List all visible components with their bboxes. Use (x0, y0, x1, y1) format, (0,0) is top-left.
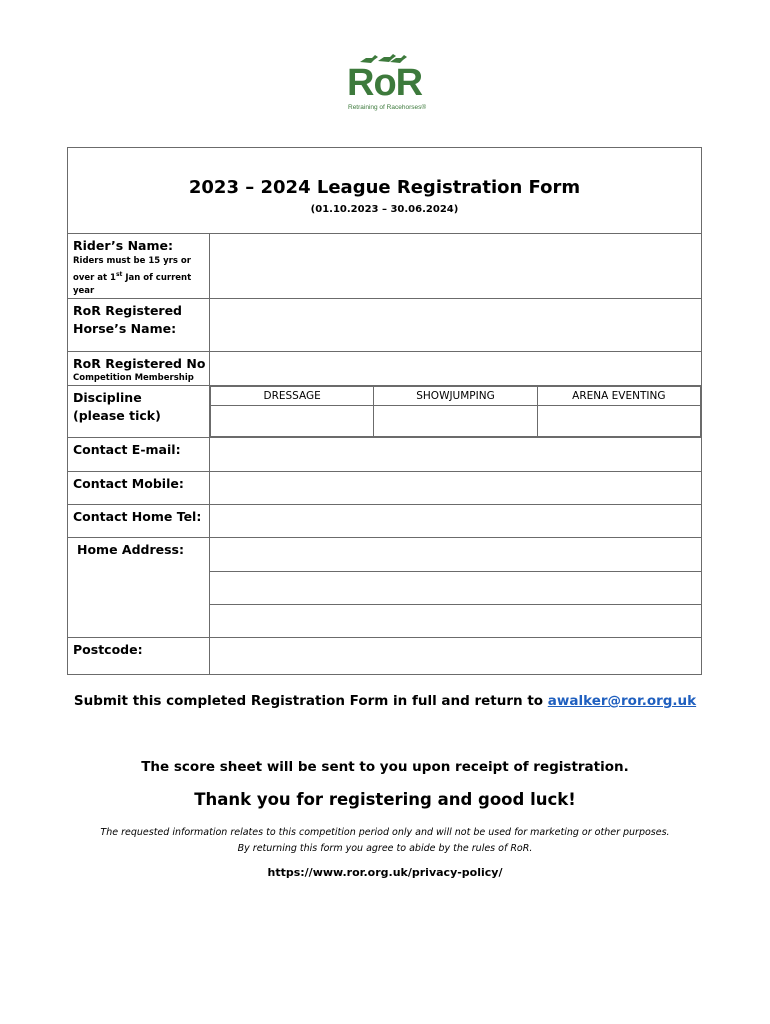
discipline-showjumping-label: SHOWJUMPING (374, 386, 537, 405)
privacy-policy-url[interactable]: https://www.ror.org.uk/privacy-policy/ (267, 866, 503, 879)
privacy-notice (0, 825, 770, 857)
horse-name-label: RoR Registered Horse’s Name: (73, 302, 183, 336)
discipline-options (210, 385, 702, 437)
logo-wordmark: RoR (347, 62, 423, 104)
address-line-1-field[interactable] (210, 537, 702, 571)
postcode-field[interactable] (210, 637, 702, 674)
ror-logo (344, 50, 427, 118)
mobile-field[interactable] (210, 471, 702, 504)
discipline-arena-eventing-label: ARENA EVENTING (537, 386, 700, 405)
rider-age-note: Riders must be 15 yrs or over at 1st Jan of current year (73, 256, 192, 296)
showjumping-tick-box[interactable] (374, 405, 537, 436)
form-title: 2023 – 2024 League Registration Form (188, 177, 581, 198)
rider-name-field[interactable] (210, 234, 702, 299)
form-header (68, 148, 702, 234)
submit-email-link[interactable]: awalker@ror.org.uk (547, 693, 697, 709)
arena-eventing-tick-box[interactable] (537, 405, 700, 436)
home-tel-field[interactable] (210, 504, 702, 537)
discipline-label: Discipline (please tick) (73, 389, 161, 423)
submit-text: Submit this completed Registration Form in full and return to (73, 693, 548, 709)
form-dates: (01.10.2023 – 30.06.2024) (310, 204, 459, 215)
address-label-cell (68, 537, 210, 637)
privacy-notice-line-1: The requested information relates to this competition period only and will not be used for marketing or other purposes. (100, 827, 670, 838)
privacy-notice-line-2: By returning this form you agree to abide by the rules of RoR. (237, 843, 533, 854)
discipline-dressage-label: DRESSAGE (211, 386, 374, 405)
discipline-grid (210, 386, 701, 437)
horse-name-field[interactable] (210, 298, 702, 351)
address-line-3-field[interactable] (210, 604, 702, 637)
submit-instructions (0, 693, 770, 709)
postcode-label: Postcode: (73, 641, 143, 657)
home-tel-label: Contact Home Tel: (73, 508, 202, 524)
address-line-2-field[interactable] (210, 571, 702, 604)
reg-no-label-cell (68, 351, 210, 385)
reg-no-field[interactable] (210, 351, 702, 385)
logo-subtitle: Retraining of Racehorses® (348, 104, 427, 111)
rider-name-label-cell (68, 234, 210, 299)
horse-name-label-cell (68, 298, 210, 351)
rider-name-label: Rider’s Name: (73, 238, 173, 253)
score-sheet-note: The score sheet will be sent to you upon receipt of registration. (141, 759, 629, 775)
mobile-label: Contact Mobile: (73, 475, 184, 491)
reg-no-label: RoR Registered No (73, 355, 206, 371)
membership-label: Competition Membership (73, 372, 194, 383)
mobile-label-cell (68, 471, 210, 504)
registration-form-table (67, 147, 702, 675)
home-tel-label-cell (68, 504, 210, 537)
email-label-cell (68, 437, 210, 471)
discipline-label-cell (68, 385, 210, 437)
postcode-label-cell (68, 637, 210, 674)
dressage-tick-box[interactable] (211, 405, 374, 436)
address-label: Home Address: (77, 541, 184, 557)
thank-you-message: Thank you for registering and good luck! (194, 790, 576, 809)
email-field[interactable] (210, 437, 702, 471)
email-label: Contact E-mail: (73, 441, 181, 457)
